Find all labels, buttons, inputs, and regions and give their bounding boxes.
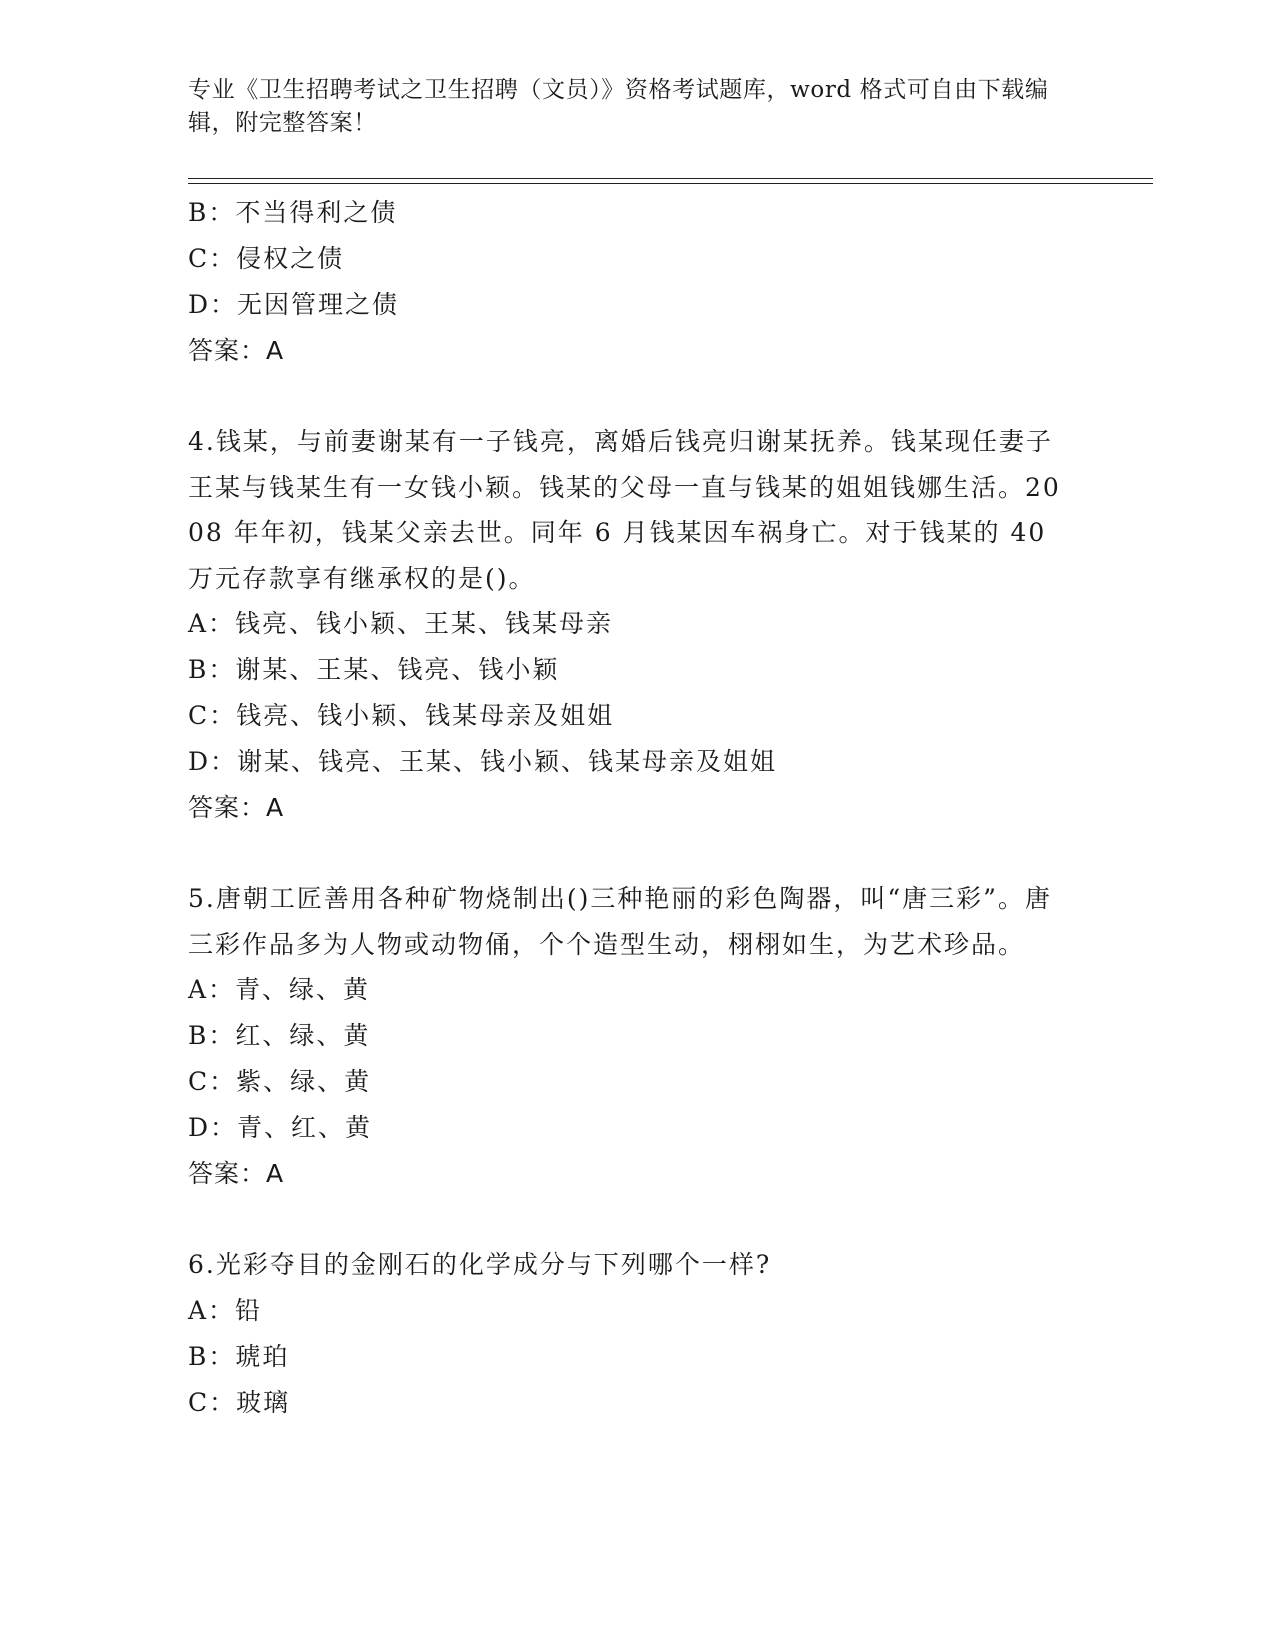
- option-c: C：侵权之债: [188, 244, 345, 273]
- answer: 答案：A: [188, 336, 285, 365]
- question-block-6: [188, 1242, 1068, 1426]
- option-c: C：钱亮、钱小颖、钱某母亲及姐姐: [188, 701, 615, 730]
- option-d: D：无因管理之债: [188, 290, 400, 319]
- option-c: C：玻璃: [188, 1387, 291, 1417]
- answer: 答案：A: [188, 1159, 285, 1188]
- option-b: B：红、绿、黄: [188, 1021, 371, 1050]
- spacer: [188, 1197, 1068, 1242]
- answer: 答案：A: [188, 793, 285, 822]
- option-a: A：钱亮、钱小颖、王某、钱某母亲: [188, 609, 614, 638]
- header-text: 专业《卫生招聘考试之卫生招聘（文员）》资格考试题库，word 格式可自由下载编辑，附完整答案！: [188, 77, 1049, 136]
- option-a: A：铅: [188, 1295, 263, 1325]
- option-b: B：谢某、王某、钱亮、钱小颖: [188, 655, 560, 684]
- question-block-3: [188, 190, 1068, 374]
- question-block-4: [188, 419, 1068, 831]
- option-d: D：谢某、钱亮、王某、钱小颖、钱某母亲及姐姐: [188, 747, 778, 776]
- document-header: [188, 74, 1068, 140]
- option-d: D：青、红、黄: [188, 1113, 373, 1142]
- question-block-5: [188, 876, 1068, 1197]
- option-a: A：青、绿、黄: [188, 975, 371, 1004]
- option-b: B：不当得利之债: [188, 198, 398, 227]
- header-divider-bottom: [188, 183, 1153, 184]
- question-text: 4.钱某，与前妻谢某有一子钱亮，离婚后钱亮归谢某抚养。钱某现任妻子王某与钱某生有一女钱小颖。钱某的父母一直与钱某的姐姐钱娜生活。2008 年年初，钱某父亲去世。同年 6 月钱某因车祸身亡。对于钱某的 40 万元存款享有继承权的是()。: [188, 427, 1061, 593]
- spacer: [188, 374, 1068, 419]
- question-text: 6.光彩夺目的金刚石的化学成分与下列哪个一样?: [188, 1250, 772, 1279]
- option-c: C：紫、绿、黄: [188, 1067, 372, 1096]
- header-divider-top: [188, 178, 1153, 179]
- question-text: 5.唐朝工匠善用各种矿物烧制出()三种艳丽的彩色陶器，叫“唐三彩”。唐三彩作品多为人物或动物俑，个个造型生动，栩栩如生，为艺术珍品。: [188, 884, 1052, 959]
- question-list: [188, 190, 1068, 1426]
- option-b: B：琥珀: [188, 1341, 290, 1371]
- spacer: [188, 831, 1068, 876]
